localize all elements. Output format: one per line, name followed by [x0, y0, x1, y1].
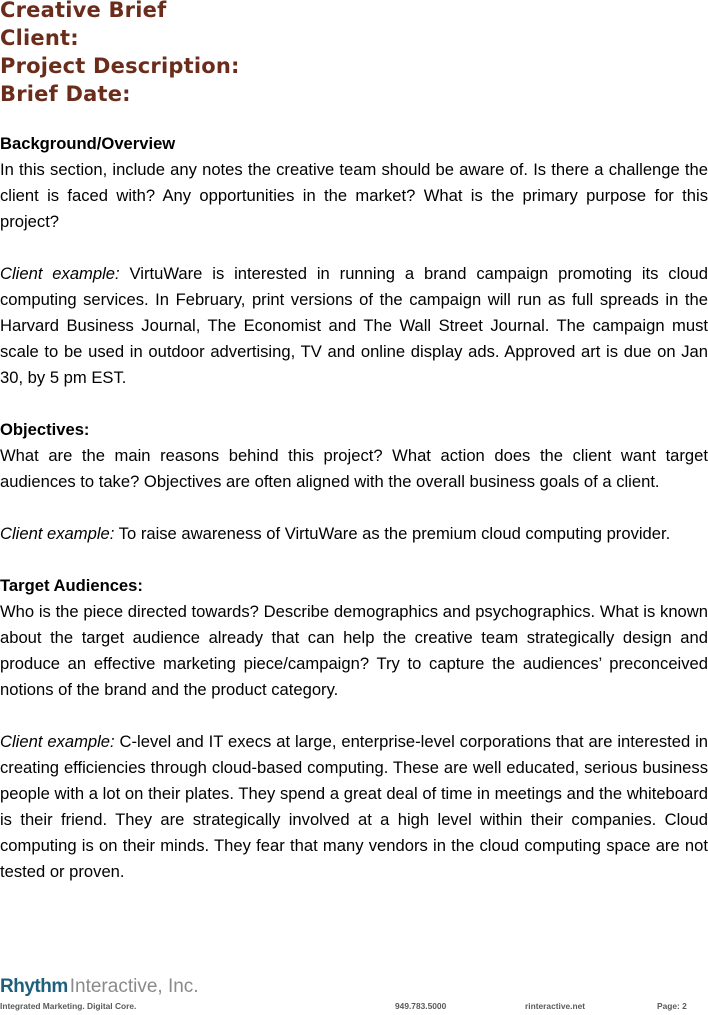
doc-title: Creative Brief — [0, 0, 167, 22]
footer-info-row — [0, 1001, 708, 1015]
footer-page-number: Page: 2 — [657, 1001, 687, 1011]
project-description-label: Project Description: — [0, 54, 240, 78]
background-body: In this section, include any notes the creative team should be aware of. Is there a challenge the client is faced with? Any opportunities in the market? What is the primary purpose for this project? — [0, 160, 708, 231]
audiences-example — [0, 729, 708, 885]
audiences-title: Target Audiences: — [0, 576, 143, 595]
brief-date-label: Brief Date: — [0, 82, 131, 106]
logo-light-text: Interactive, Inc. — [69, 976, 199, 997]
background-title: Background/Overview — [0, 134, 176, 153]
document-header — [0, 0, 240, 108]
client-label: Client: — [0, 26, 79, 50]
background-example — [0, 261, 708, 391]
example-label: Client example: — [0, 732, 115, 751]
page-footer — [0, 976, 708, 1015]
logo-bold-text: Rhythm — [0, 976, 68, 997]
audiences-body: Who is the piece directed towards? Describe demographics and psychographics. What is known about the target audience already that can help the creative team strategically design and produce an effective marketing piece/campaign? Try to capture the audiences’ preconceived notions of the brand and the product category. — [0, 602, 708, 699]
footer-tagline: Integrated Marketing. Digital Core. — [0, 1001, 137, 1011]
example-text: VirtuWare is interested in running a brand campaign promoting its cloud computing services. In February, print versions of the campaign will run as full spreads in the Harvard Business Journal, The Economist and The Wall Street Journal. The campaign must scale to be used in outdoor advertising, TV and online display ads. Approved art is due on Jan 30, by 5 pm EST. — [0, 264, 708, 387]
objectives-body: What are the main reasons behind this project? What action does the client want target audiences to take? Objectives are often aligned with the overall business goals of a client. — [0, 446, 708, 491]
example-text: C-level and IT execs at large, enterprise-level corporations that are interested in creating efficiencies through cloud-based computing. These are well educated, serious business people with a lot on their plates. They spend a great deal of time in meetings and the whiteboard is their friend. They are strategically involved at a high level within their companies. Cloud computing is on their minds. They fear that many vendors in the cloud computing space are not tested or proven. — [0, 732, 708, 881]
brief-content — [0, 131, 708, 885]
objectives-title: Objectives: — [0, 420, 90, 439]
objectives-example — [0, 521, 708, 547]
example-text: To raise awareness of VirtuWare as the premium cloud computing provider. — [114, 524, 671, 543]
footer-phone: 949.783.5000 — [395, 1001, 447, 1011]
footer-website: rinteractive.net — [525, 1001, 586, 1011]
example-label: Client example: — [0, 264, 120, 283]
example-label: Client example: — [0, 524, 115, 543]
company-logo — [0, 976, 708, 998]
